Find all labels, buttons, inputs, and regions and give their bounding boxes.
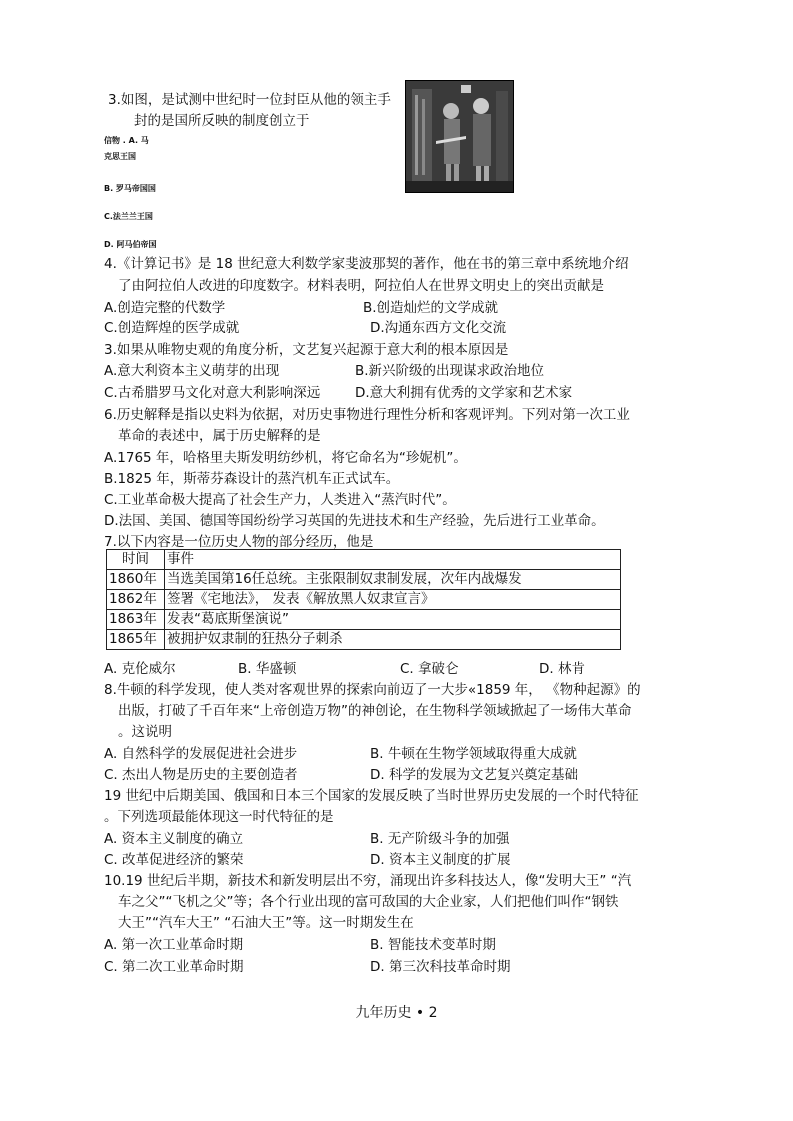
table-header-row [107,550,621,570]
q6-stem-line2: 革命的表述中，属于历史解释的是 [118,428,321,444]
q6-option-d: D.法国、美国、德国等国纷纷学习英国的先进技术和生产经验，先后进行工业革命。 [104,513,605,529]
q3-option-a-cont: 克思王国 [104,152,136,161]
q9-stem-line1: 19 世纪中后期美国、俄国和日本三个国家的发展反映了当时世界历史发展的一个时代特征 [104,788,639,804]
q6-option-c: C.工业革命极大提高了社会生产力，人类进入“蒸汽时代”。 [104,492,456,508]
q4-stem-line1: 4.《计算记书》是 18 世纪意大利数学家斐波那契的著作，他在书的第三章中系统地介绍 [104,256,629,272]
q4-option-d: D.沟通东西方文化交流 [370,320,507,336]
q8-option-b: B. 牛顿在生物学领域取得重大成就 [370,746,577,762]
q4-option-c: C.创造辉煌的医学成就 [104,320,240,336]
q3-stem-line2: 封的是国所反映的制度创立于 [134,113,310,129]
q10-option-b: B. 智能技术变革时期 [370,937,496,953]
q6-stem-line1: 6.历史解释是指以史料为依据，对历史事物进行理性分析和客观评判。下列对第一次工业 [104,407,630,423]
q3-option-c: C.法兰兰王国 [104,212,153,221]
page-footer: 九年历史 • 2 [355,1005,438,1021]
q9-option-d: D. 资本主义制度的扩展 [370,852,511,868]
q4-stem-line2: 了由阿拉伯人改进的印度数字。材料表明，阿拉伯人在世界文明史上的突出贡献是 [118,278,604,294]
q7-stem: 7.以下内容是一位历史人物的部分经历，他是 [104,534,374,550]
q5-option-a: A.意大利资本主义萌芽的出现 [104,363,280,379]
q3-stem-line1: 3.如图，是试测中世纪时一位封臣从他的领主手 [108,92,391,108]
table-cell-year: 1863年 [107,610,165,630]
q7-option-c: C. 拿破仑 [400,661,459,677]
q6-option-a: A.1765 年，哈格里夫斯发明纺纱机，将它命名为“珍妮机”。 [104,450,467,466]
table-header-cell: 事件 [165,550,621,570]
table-cell-event: 被拥护奴隶制的狂热分子刺杀 [165,630,621,650]
q10-option-c: C. 第二次工业革命时期 [104,959,244,975]
table-cell-year: 1860年 [107,570,165,590]
medieval-homage-image [405,80,514,193]
table-cell-year: 1862年 [107,590,165,610]
q10-option-a: A. 第一次工业革命时期 [104,937,244,953]
q4-option-a: A.创造完整的代数学 [104,300,226,316]
table-cell-event: 当选美国第16任总统。主张限制奴隶制发展，次年内战爆发 [165,570,621,590]
q8-option-d: D. 科学的发展为文艺复兴奠定基础 [370,767,578,783]
q10-stem-line3: 大王”“汽车大王” “石油大王”等。这一时期发生在 [118,915,414,931]
q8-option-a: A. 自然科学的发展促进社会进步 [104,746,298,762]
q10-stem-line2: 车之父”“飞机之父”等；各个行业出现的富可敌国的大企业家，人们把他们叫作“钢铁 [118,894,619,910]
q7-option-b: B. 华盛顿 [238,661,297,677]
q5-option-c: C.古希腊罗马文化对意大利影响深远 [104,385,321,401]
q5-stem: 3.如果从唯物史观的角度分析，文艺复兴起源于意大利的根本原因是 [104,342,509,358]
table-header-cell: 时间 [107,550,165,570]
q3-option-d: D. 阿马伯帝国 [104,240,157,249]
q5-option-d: D.意大利拥有优秀的文学家和艺术家 [355,385,573,401]
q9-stem-line2: 。下列选项最能体现这一时代特征的是 [104,809,334,825]
q3-option-a: 信物 . A. 马 [104,136,149,145]
q8-stem-line3: 。这说明 [118,724,172,740]
table-row [107,610,621,630]
q3-option-b: B. 罗马帝国国 [104,184,156,193]
q7-option-d: D. 林肯 [539,661,585,677]
table-row [107,570,621,590]
q9-option-a: A. 资本主义制度的确立 [104,831,244,847]
q7-option-a: A. 克伦威尔 [104,661,176,677]
q8-stem-line1: 8.牛顿的科学发现，使人类对客观世界的探索向前迈了一大步«1859 年， 《物种起源》的 [104,682,641,698]
table-row [107,590,621,610]
table-cell-year: 1865年 [107,630,165,650]
table-cell-event: 发表“葛底斯堡演说” [165,610,621,630]
table-cell-event: 签署《宅地法》， 发表《解放黑人奴隶宣言》 [165,590,621,610]
q10-option-d: D. 第三次科技革命时期 [370,959,511,975]
q4-option-b: B.创造灿烂的文学成就 [363,300,499,316]
q9-option-b: B. 无产阶级斗争的加强 [370,831,510,847]
table-row [107,630,621,650]
q10-stem-line1: 10.19 世纪后半期，新技术和新发明层出不穷，涌现出许多科技达人，像“发明大王” “汽 [104,873,632,889]
q9-option-c: C. 改革促进经济的繁荣 [104,852,244,868]
q7-events-table [106,549,621,650]
q6-option-b: B.1825 年，斯蒂芬森设计的蒸汽机车正式试车。 [104,471,400,487]
q8-option-c: C. 杰出人物是历史的主要创造者 [104,767,298,783]
q5-option-b: B.新兴阶级的出现谋求政治地位 [355,363,545,379]
q8-stem-line2: 出版，打破了千百年来“上帝创造万物”的神创论，在生物科学领域掀起了一场伟大革命 [118,703,632,719]
